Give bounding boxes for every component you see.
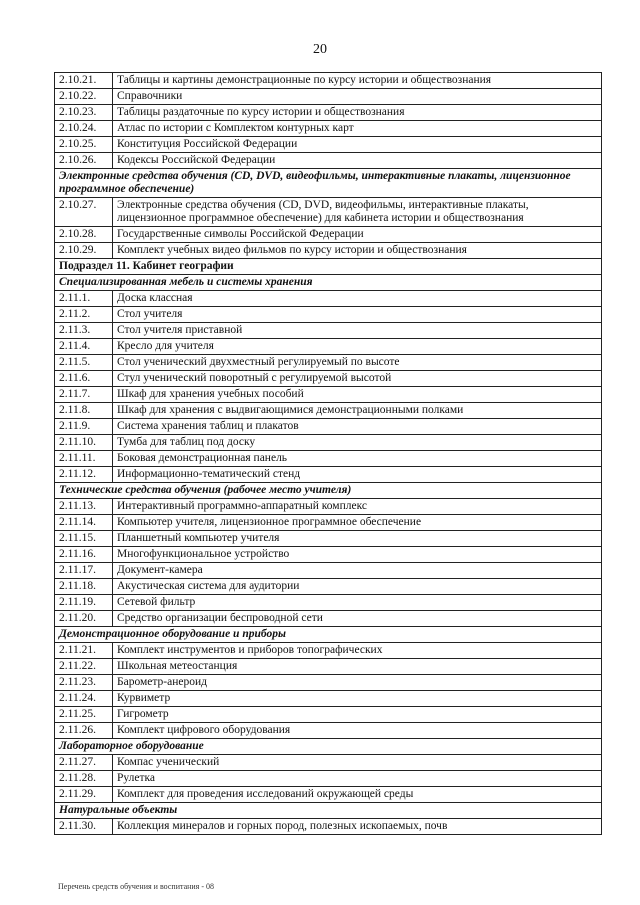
- table-row: [55, 531, 602, 547]
- item-number: 2.10.26.: [55, 153, 113, 169]
- table-row: [55, 563, 602, 579]
- equipment-table-body: [55, 73, 602, 835]
- table-row: [55, 787, 602, 803]
- table-row: [55, 771, 602, 787]
- item-name: Тумба для таблиц под доску: [113, 435, 602, 451]
- item-number: 2.11.20.: [55, 611, 113, 627]
- item-number: 2.10.21.: [55, 73, 113, 89]
- item-number: 2.10.24.: [55, 121, 113, 137]
- item-number: 2.11.11.: [55, 451, 113, 467]
- category-heading-row: [55, 627, 602, 643]
- category-heading: Специализированная мебель и системы хранения: [55, 275, 602, 291]
- category-heading: Натуральные объекты: [55, 803, 602, 819]
- table-row: [55, 723, 602, 739]
- table-row: [55, 643, 602, 659]
- item-name: Электронные средства обучения (CD, DVD, видеофильмы, интерактивные плакаты, лицензионное программное обеспечение) для кабинета истории и обществознания: [113, 198, 602, 227]
- page-footer: Перечень средств обучения и воспитания - 08: [58, 882, 215, 891]
- item-name: Стол ученический двухместный регулируемый по высоте: [113, 355, 602, 371]
- item-number: 2.10.22.: [55, 89, 113, 105]
- item-number: 2.11.12.: [55, 467, 113, 483]
- item-number: 2.10.28.: [55, 227, 113, 243]
- table-row: [55, 611, 602, 627]
- item-number: 2.11.8.: [55, 403, 113, 419]
- subsection-heading-row: [55, 259, 602, 275]
- item-number: 2.11.27.: [55, 755, 113, 771]
- item-name: Многофункциональное устройство: [113, 547, 602, 563]
- equipment-table: [54, 72, 602, 835]
- table-row: [55, 675, 602, 691]
- category-heading-row: [55, 275, 602, 291]
- item-number: 2.11.29.: [55, 787, 113, 803]
- table-row: [55, 137, 602, 153]
- item-name: Государственные символы Российской Федерации: [113, 227, 602, 243]
- item-number: 2.11.3.: [55, 323, 113, 339]
- page-number: 20: [313, 42, 327, 57]
- table-row: [55, 419, 602, 435]
- table-row: [55, 121, 602, 137]
- item-name: Планшетный компьютер учителя: [113, 531, 602, 547]
- table-row: [55, 691, 602, 707]
- item-name: Рулетка: [113, 771, 602, 787]
- item-name: Акустическая система для аудитории: [113, 579, 602, 595]
- item-number: 2.11.28.: [55, 771, 113, 787]
- item-number: 2.11.7.: [55, 387, 113, 403]
- table-row: [55, 819, 602, 835]
- table-row: [55, 73, 602, 89]
- item-number: 2.11.5.: [55, 355, 113, 371]
- item-name: Боковая демонстрационная панель: [113, 451, 602, 467]
- item-name: Информационно-тематический стенд: [113, 467, 602, 483]
- item-name: Школьная метеостанция: [113, 659, 602, 675]
- table-row: [55, 371, 602, 387]
- item-number: 2.11.2.: [55, 307, 113, 323]
- item-number: 2.11.6.: [55, 371, 113, 387]
- item-name: Шкаф для хранения с выдвигающимися демонстрационными полками: [113, 403, 602, 419]
- table-row: [55, 323, 602, 339]
- item-number: 2.10.29.: [55, 243, 113, 259]
- table-row: [55, 435, 602, 451]
- item-name: Барометр-анероид: [113, 675, 602, 691]
- item-name: Шкаф для хранения учебных пособий: [113, 387, 602, 403]
- table-row: [55, 499, 602, 515]
- item-number: 2.11.4.: [55, 339, 113, 355]
- table-row: [55, 547, 602, 563]
- item-number: 2.11.21.: [55, 643, 113, 659]
- category-heading-row: [55, 169, 602, 198]
- item-number: 2.11.9.: [55, 419, 113, 435]
- item-number: 2.11.25.: [55, 707, 113, 723]
- table-row: [55, 105, 602, 121]
- item-number: 2.11.30.: [55, 819, 113, 835]
- table-row: [55, 355, 602, 371]
- item-number: 2.11.24.: [55, 691, 113, 707]
- item-name: Курвиметр: [113, 691, 602, 707]
- item-name: Доска классная: [113, 291, 602, 307]
- item-name: Система хранения таблиц и плакатов: [113, 419, 602, 435]
- table-row: [55, 291, 602, 307]
- table-row: [55, 243, 602, 259]
- item-name: Компьютер учителя, лицензионное программное обеспечение: [113, 515, 602, 531]
- table-row: [55, 755, 602, 771]
- table-row: [55, 595, 602, 611]
- item-name: Коллекция минералов и горных пород, полезных ископаемых, почв: [113, 819, 602, 835]
- table-row: [55, 403, 602, 419]
- category-heading: Электронные средства обучения (CD, DVD, видеофильмы, интерактивные плакаты, лицензионное программное обеспечение): [55, 169, 602, 198]
- table-row: [55, 339, 602, 355]
- item-name: Кресло для учителя: [113, 339, 602, 355]
- table-row: [55, 451, 602, 467]
- item-name: Атлас по истории с Комплектом контурных карт: [113, 121, 602, 137]
- item-number: 2.11.17.: [55, 563, 113, 579]
- item-name: Комплект инструментов и приборов топографических: [113, 643, 602, 659]
- table-row: [55, 198, 602, 227]
- category-heading: Лабораторное оборудование: [55, 739, 602, 755]
- item-number: 2.10.23.: [55, 105, 113, 121]
- item-name: Справочники: [113, 89, 602, 105]
- item-number: 2.11.16.: [55, 547, 113, 563]
- table-row: [55, 307, 602, 323]
- item-number: 2.11.15.: [55, 531, 113, 547]
- item-name: Комплект для проведения исследований окружающей среды: [113, 787, 602, 803]
- table-row: [55, 227, 602, 243]
- item-name: Конституция Российской Федерации: [113, 137, 602, 153]
- item-number: 2.11.23.: [55, 675, 113, 691]
- category-heading: Технические средства обучения (рабочее место учителя): [55, 483, 602, 499]
- item-number: 2.11.22.: [55, 659, 113, 675]
- table-row: [55, 387, 602, 403]
- item-number: 2.10.25.: [55, 137, 113, 153]
- table-row: [55, 467, 602, 483]
- item-number: 2.11.26.: [55, 723, 113, 739]
- table-row: [55, 707, 602, 723]
- item-name: Таблицы раздаточные по курсу истории и обществознания: [113, 105, 602, 121]
- category-heading-row: [55, 739, 602, 755]
- subsection-heading: Подраздел 11. Кабинет географии: [55, 259, 602, 275]
- item-number: 2.11.14.: [55, 515, 113, 531]
- item-number: 2.10.27.: [55, 198, 113, 227]
- item-number: 2.11.13.: [55, 499, 113, 515]
- item-number: 2.11.19.: [55, 595, 113, 611]
- item-name: Стол учителя приставной: [113, 323, 602, 339]
- item-name: Комплект учебных видео фильмов по курсу истории и обществознания: [113, 243, 602, 259]
- category-heading-row: [55, 803, 602, 819]
- item-name: Документ-камера: [113, 563, 602, 579]
- table-row: [55, 659, 602, 675]
- item-name: Таблицы и картины демонстрационные по курсу истории и обществознания: [113, 73, 602, 89]
- table-row: [55, 153, 602, 169]
- item-name: Стол учителя: [113, 307, 602, 323]
- item-name: Гигрометр: [113, 707, 602, 723]
- category-heading: Демонстрационное оборудование и приборы: [55, 627, 602, 643]
- item-name: Интерактивный программно-аппаратный комплекс: [113, 499, 602, 515]
- item-number: 2.11.18.: [55, 579, 113, 595]
- item-number: 2.11.10.: [55, 435, 113, 451]
- table-row: [55, 89, 602, 105]
- item-name: Стул ученический поворотный с регулируемой высотой: [113, 371, 602, 387]
- item-name: Компас ученический: [113, 755, 602, 771]
- table-row: [55, 515, 602, 531]
- item-name: Средство организации беспроводной сети: [113, 611, 602, 627]
- table-row: [55, 579, 602, 595]
- category-heading-row: [55, 483, 602, 499]
- item-name: Кодексы Российской Федерации: [113, 153, 602, 169]
- item-name: Комплект цифрового оборудования: [113, 723, 602, 739]
- item-name: Сетевой фильтр: [113, 595, 602, 611]
- item-number: 2.11.1.: [55, 291, 113, 307]
